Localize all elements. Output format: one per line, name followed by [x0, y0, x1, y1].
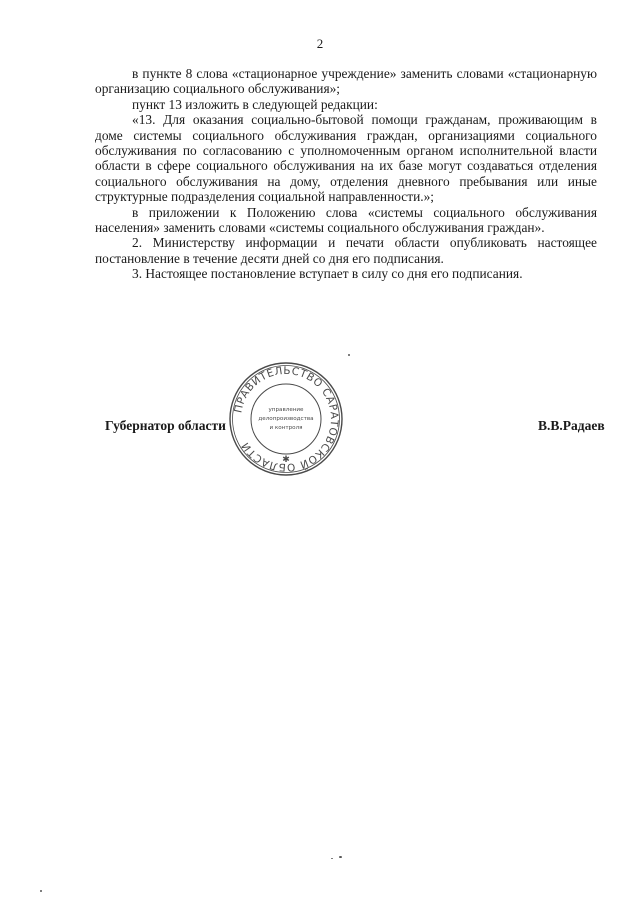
- page-number: 2: [316, 36, 324, 51]
- signatory-title: Губернатор области: [105, 418, 226, 433]
- paragraph-point-13-intro: пункт 13 изложить в следующей редакции:: [132, 96, 378, 112]
- signatory-name: В.В.Радаев: [538, 418, 605, 433]
- official-seal-stamp: [228, 361, 344, 477]
- document-body: [95, 66, 597, 282]
- seal-center-line-3: и контроля: [269, 425, 303, 431]
- paragraph-effective-date: 3. Настоящее постановление вступает в силу со дня его подписания.: [132, 266, 523, 282]
- seal-star-icon: ✱: [282, 455, 290, 465]
- paragraph-appendix-amend: в приложении к Положению слова «системы социального обслуживания населения» заменить словами «системы социального обслуживания граждан».: [95, 204, 597, 236]
- scan-speck: [339, 856, 342, 858]
- paragraph-amend-point-8: в пункте 8 слова «стационарное учреждение» заменить словами «стационарную организацию социального обслуживания»;: [95, 66, 597, 97]
- seal-center-line-1: управление: [268, 407, 304, 413]
- seal-center-line-2: делопроизводства: [258, 416, 314, 422]
- paragraph-point-13-text: «13. Для оказания социально-бытовой помощи гражданам, проживающим в доме системы социального обслуживания граждан, организациями социального обслуживания по согласованию с уполномоченным органом исполнительной власти области в сфере социального обслуживания на их базе могут создаваться отделения социального обслуживания на дому, отделения дневного пребывания или иные структурные подразделения социальной направленности.»;: [95, 112, 597, 205]
- seal-ring-text: ПРАВИТЕЛЬСТВО САРАТОВСКОЙ ОБЛАСТИ: [232, 364, 341, 474]
- scan-speck: [348, 354, 350, 356]
- scan-speck: [331, 858, 333, 859]
- scan-speck: [40, 890, 42, 892]
- paragraph-publication: 2. Министерству информации и печати области опубликовать настоящее постановление в течение десяти дней со дня его подписания.: [95, 235, 597, 266]
